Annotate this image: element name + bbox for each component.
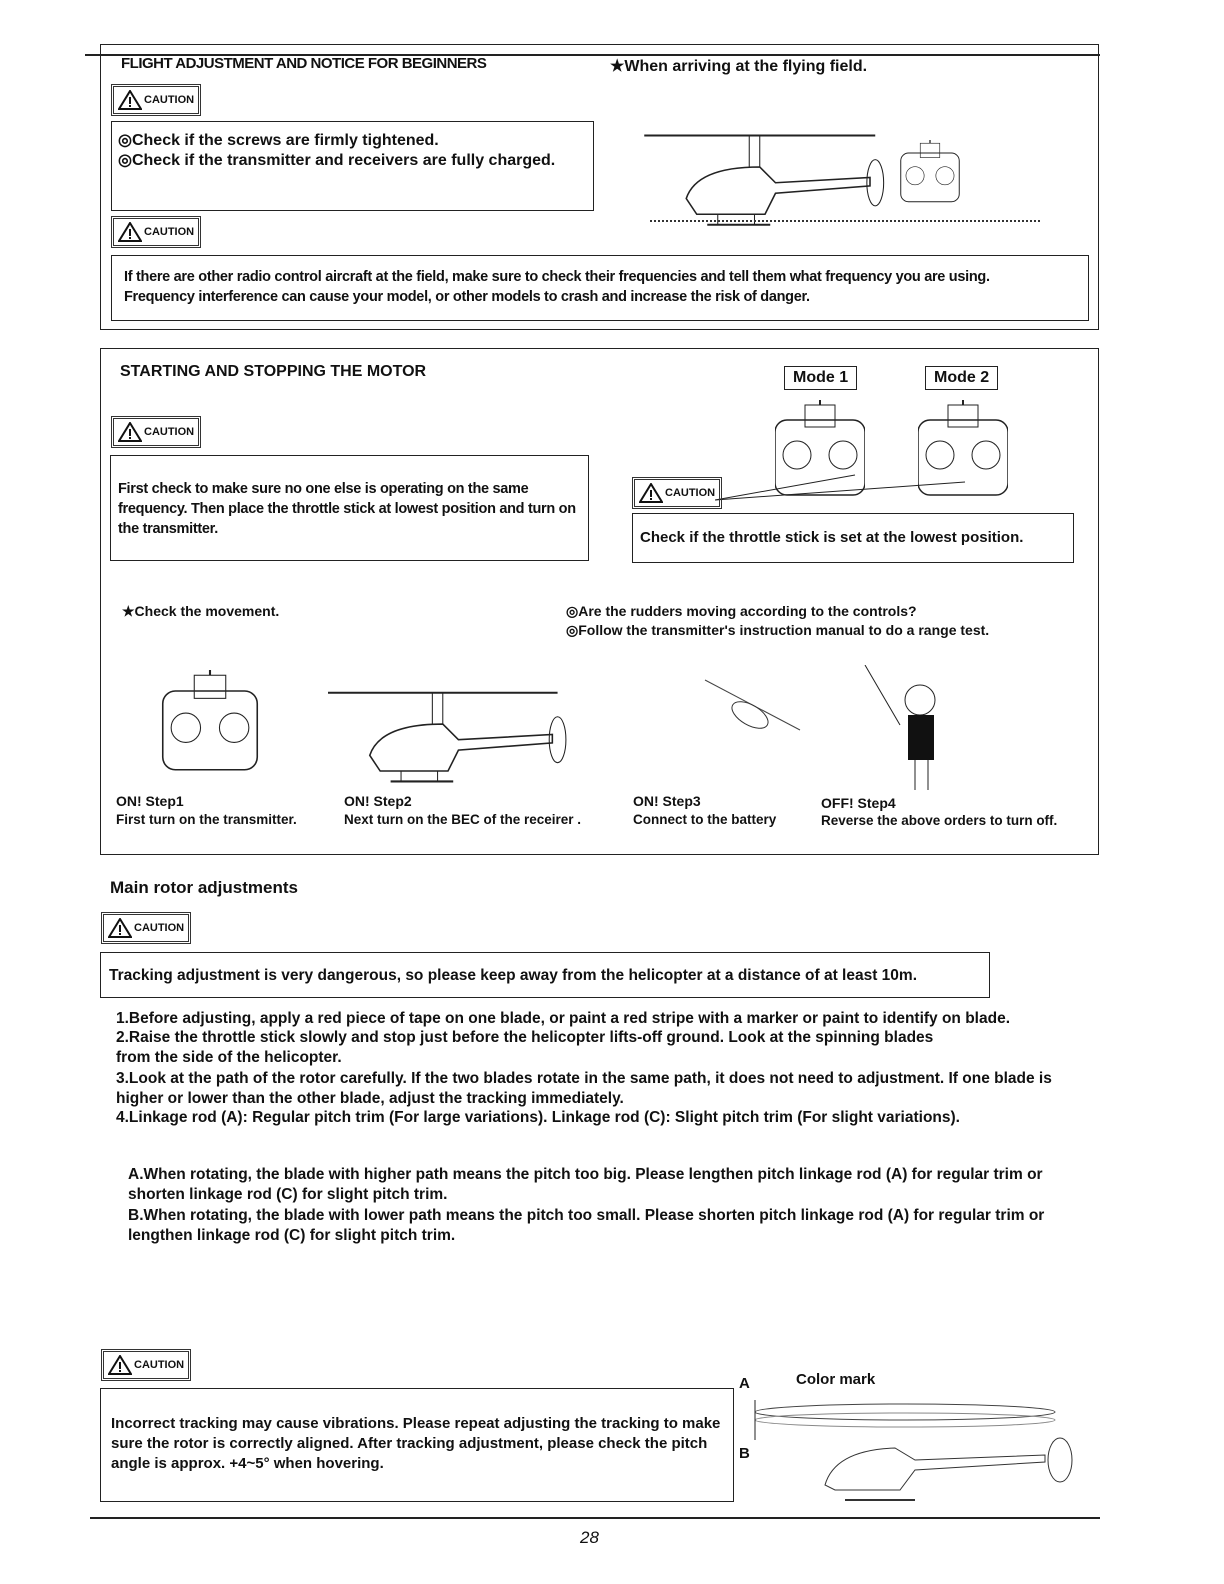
first-check-text: First check to make sure no one else is operating on the same frequency. Then place the throttle stick at lowest position and turn on the transmitter. bbox=[118, 481, 576, 537]
step4-title: OFF! Step4 bbox=[821, 795, 896, 811]
helicopter-illustration bbox=[640, 125, 890, 230]
procedure-step: 3.Look at the path of the rotor carefully. If the two blades rotate in the same path, it does not need to adjustment. If one blade is higher or lower than the other blade, adjust the tracking immediately. bbox=[116, 1070, 1052, 1107]
notice-line: If there are other radio control aircraft at the field, make sure to check their frequencies and tell them what frequency you are using. bbox=[124, 269, 990, 285]
caution-label: CAUTION bbox=[144, 94, 195, 106]
flying-helicopter-illustration bbox=[700, 670, 810, 760]
arrival-heading: ★When arriving at the flying field. bbox=[610, 58, 868, 75]
check-item: ◎Check if the screws are firmly tightened. bbox=[118, 132, 439, 149]
color-mark-label: Color mark bbox=[796, 1371, 876, 1388]
caution-badge bbox=[632, 477, 722, 509]
range-test: ◎Follow the transmitter's instruction manual to do a range test. bbox=[566, 622, 990, 638]
step3-text: Connect to the battery bbox=[633, 812, 777, 827]
step4-text: Reverse the above orders to turn off. bbox=[821, 813, 1058, 828]
warning-icon bbox=[118, 90, 142, 110]
warning-icon bbox=[118, 422, 142, 442]
section-title: Main rotor adjustments bbox=[110, 878, 298, 897]
caution-badge bbox=[101, 912, 191, 944]
step3-title: ON! Step3 bbox=[633, 793, 701, 809]
procedure-step: 1.Before adjusting, apply a red piece of tape on one blade, or paint a red stripe with a marker or paint to identify on blade. bbox=[116, 1010, 1010, 1027]
throttle-check-text: Check if the throttle stick is set at the lowest position. bbox=[640, 529, 1024, 546]
notice-line: Frequency interference can cause your model, or other models to crash and increase the risk of danger. bbox=[124, 289, 810, 305]
case-b-text: B.When rotating, the blade with lower path means the pitch too small. Please shorten pitch linkage rod (A) for regular trim or lengthen linkage rod (C) for slight pitch trim. bbox=[128, 1207, 1045, 1244]
warning-icon bbox=[639, 483, 663, 503]
page-number: 28 bbox=[580, 1528, 599, 1547]
pointer-lines bbox=[715, 470, 975, 510]
pilot-illustration bbox=[860, 665, 950, 795]
rotor-tracking-illustration bbox=[745, 1390, 1095, 1505]
caution-badge bbox=[111, 416, 201, 448]
warning-icon bbox=[118, 222, 142, 242]
caution-label: CAUTION bbox=[144, 426, 195, 438]
caution-label: CAUTION bbox=[665, 487, 716, 499]
check-item: ◎Check if the transmitter and receivers are fully charged. bbox=[118, 152, 556, 169]
warning-icon bbox=[108, 918, 132, 938]
step1-text: First turn on the transmitter. bbox=[116, 812, 297, 827]
helicopter-illustration bbox=[328, 682, 568, 787]
section-title: FLIGHT ADJUSTMENT AND NOTICE FOR BEGINNERS bbox=[121, 55, 487, 72]
incorrect-tracking-text: Incorrect tracking may cause vibrations. Please repeat adjusting the tracking to make sure the rotor is correctly aligned. After tracking adjustment, please check the pitch angle is approx. +4~5° when hovering. bbox=[111, 1415, 721, 1472]
step1-title: ON! Step1 bbox=[116, 793, 184, 809]
caution-label: CAUTION bbox=[134, 922, 185, 934]
section-title: STARTING AND STOPPING THE MOTOR bbox=[120, 363, 427, 380]
check-movement-heading: ★Check the movement. bbox=[122, 603, 280, 619]
case-a-text: A.When rotating, the blade with higher path means the pitch too big. Please lengthen pitch linkage rod (A) for regular trim or shorten linkage rod (C) for slight pitch trim. bbox=[128, 1166, 1043, 1203]
step2-title: ON! Step2 bbox=[344, 793, 412, 809]
procedure-step: 2.Raise the throttle stick slowly and stop just before the helicopter lifts-off ground. Look at the spinning blades from the side of the helicopter. bbox=[116, 1029, 934, 1066]
mode-2-label: Mode 2 bbox=[925, 366, 998, 390]
warning-icon bbox=[108, 1355, 132, 1375]
tracking-warning: Tracking adjustment is very dangerous, so please keep away from the helicopter at a distance of at least 10m. bbox=[109, 967, 918, 984]
mode-1-label: Mode 1 bbox=[784, 366, 857, 390]
transmitter-illustration bbox=[900, 140, 960, 205]
grass-illustration bbox=[650, 220, 1040, 222]
caution-badge bbox=[111, 84, 201, 116]
caution-label: CAUTION bbox=[134, 1359, 185, 1371]
caution-label: CAUTION bbox=[144, 226, 195, 238]
rudders-check: ◎Are the rudders moving according to the controls? bbox=[566, 603, 917, 619]
step2-text: Next turn on the BEC of the receirer . bbox=[344, 812, 582, 827]
transmitter-illustration bbox=[160, 670, 260, 775]
label-a: A bbox=[739, 1375, 750, 1392]
caution-badge bbox=[111, 216, 201, 248]
label-b: B bbox=[739, 1445, 750, 1462]
procedure-step: 4.Linkage rod (A): Regular pitch trim (For large variations). Linkage rod (C): Slight pitch trim (For slight variations). bbox=[116, 1109, 960, 1126]
caution-badge bbox=[101, 1349, 191, 1381]
bottom-rule bbox=[90, 1517, 1100, 1519]
